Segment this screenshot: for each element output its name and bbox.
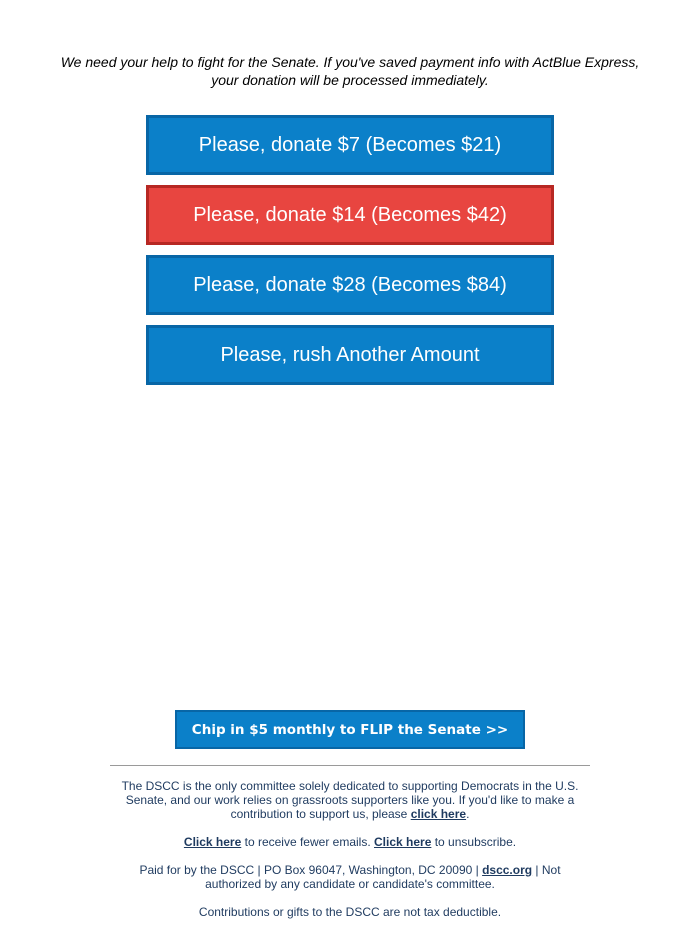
unsubscribe-text: to unsubscribe. (431, 835, 517, 849)
footer-tax-notice: Contributions or gifts to the DSCC are not tax deductible. (198, 905, 502, 919)
footer-email-prefs (110, 835, 590, 849)
footer-about-text: The DSCC is the only committee solely dedicated to supporting Democrats in the U.S. Senate, and our work relies on grassroots supporters like you. If you'd like to make a contribution to support us, please (121, 779, 579, 821)
unsubscribe-link[interactable]: Click here (374, 835, 432, 849)
intro-line-2: your donation will be processed immediately. (211, 72, 489, 88)
footer-paid-for (110, 863, 590, 891)
dscc-site-link[interactable]: dscc.org (482, 863, 533, 877)
intro-line-1: We need your help to fight for the Senate. If you've saved payment info with ActBlue Express, (60, 54, 640, 70)
chip-in-monthly-button[interactable]: Chip in $5 monthly to FLIP the Senate >> (175, 710, 525, 749)
donate-other-amount-button[interactable]: Please, rush Another Amount (146, 325, 554, 385)
fewer-emails-link[interactable]: Click here (183, 835, 242, 849)
footer-divider (110, 765, 590, 766)
donate-28-button[interactable]: Please, donate $28 (Becomes $84) (146, 255, 554, 315)
footer-about (110, 779, 590, 821)
footer-about-end: . (466, 807, 470, 821)
fewer-emails-text: to receive fewer emails. (241, 835, 374, 849)
donate-14-button[interactable]: Please, donate $14 (Becomes $42) (146, 185, 554, 245)
intro-message (40, 53, 660, 89)
donate-7-button[interactable]: Please, donate $7 (Becomes $21) (146, 115, 554, 175)
contribute-link[interactable]: click here (410, 807, 467, 821)
paid-for-text: Paid for by the DSCC | PO Box 96047, Washington, DC 20090 | (139, 863, 483, 877)
paid-for-end: | Not authorized by any candidate or candidate's committee. (205, 863, 561, 891)
